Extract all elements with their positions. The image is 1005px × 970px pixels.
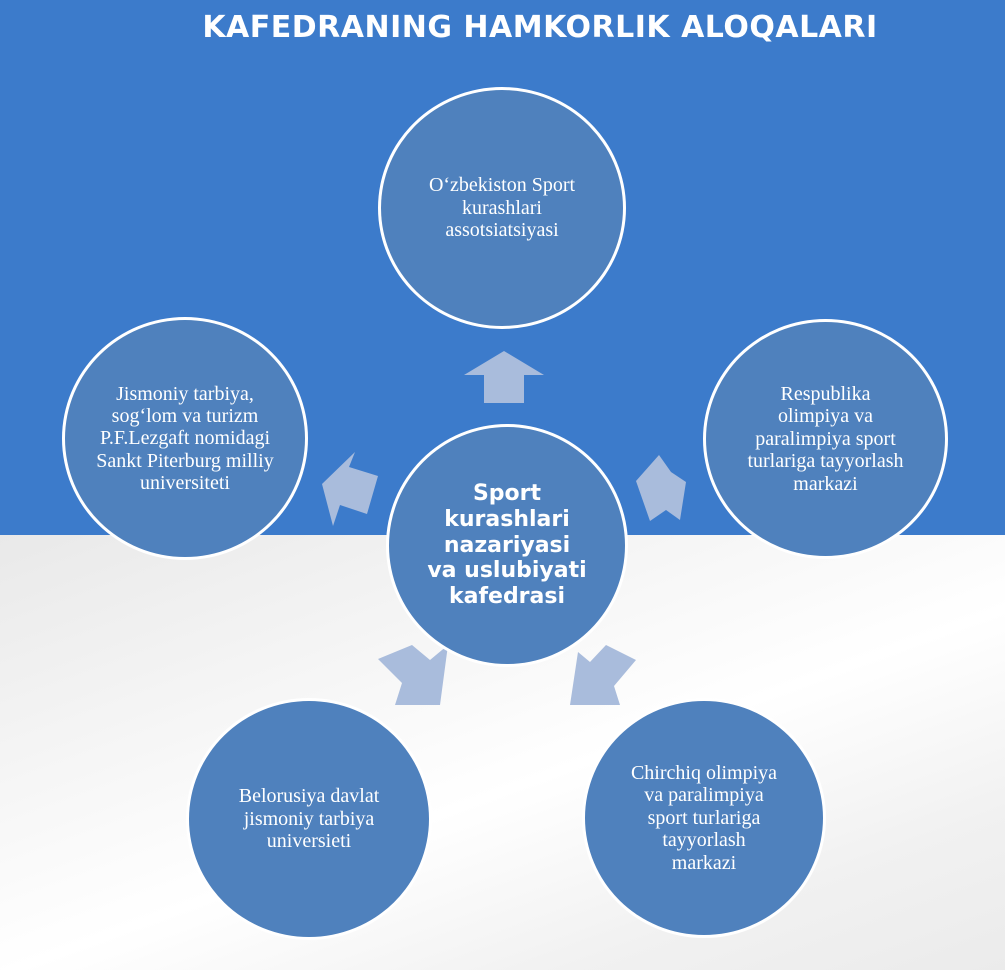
node-left-lesgaft-university [62, 317, 308, 560]
node-right-label: Respublika olimpiya va paralimpiya sport turlariga tayyorlash markazi [747, 383, 904, 495]
node-bottom-right-label: Chirchiq olimpiya va paralimpiya sport turlariga tayyorlash markazi [630, 762, 778, 874]
node-top-label: O‘zbekiston Sport kurashlari assotsiatsiyasi [428, 174, 576, 242]
arrow-upleft-icon [322, 452, 378, 526]
node-bottom-right-chirchiq-center [582, 698, 826, 938]
node-center-label: Sport kurashlari nazariyasi va uslubiyati kafedrasi [427, 480, 587, 610]
arrow-downright-icon [570, 645, 636, 705]
node-left-label: Jismoniy tarbiya, sog‘lom va turizm P.F.Lezgaft nomidagi Sankt Piterburg milliy universiteti [96, 382, 274, 495]
node-bottom-left-belarus-university [186, 698, 432, 940]
node-center-department [386, 424, 628, 667]
node-right-republic-olympic-center [703, 319, 948, 559]
arrow-up-icon [464, 351, 544, 403]
node-top-uzbekistan-association [378, 87, 626, 329]
node-bottom-left-label: Belorusiya davlat jismoniy tarbiya universieti [238, 785, 380, 853]
page-title: KAFEDRANING HAMKORLIK ALOQALARI [202, 10, 878, 45]
arrow-downleft-icon [378, 645, 448, 705]
arrow-upright-icon [636, 455, 686, 521]
